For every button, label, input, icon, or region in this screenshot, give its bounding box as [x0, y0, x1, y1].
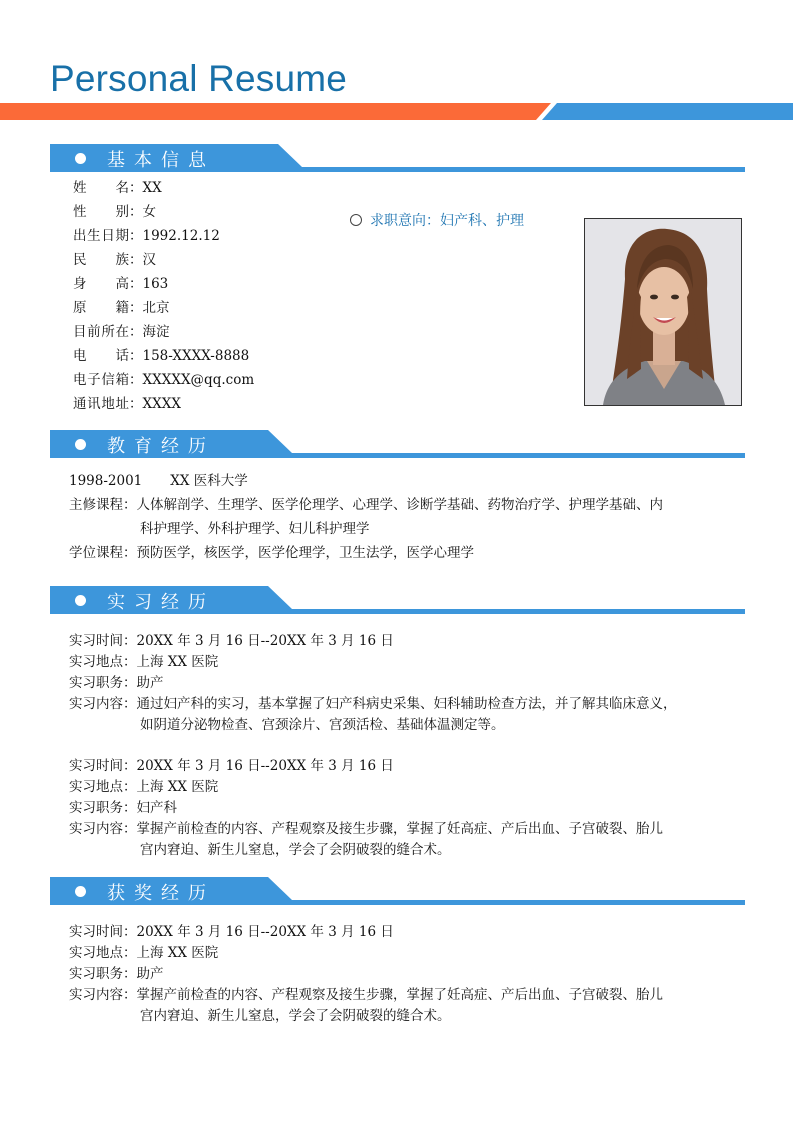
info-value: 158-XXXX-8888 — [142, 348, 250, 364]
info-value: 汉 — [142, 252, 156, 268]
info-row-name: 姓名：XX — [73, 180, 162, 196]
info-label: 民族 — [73, 252, 129, 268]
info-value: 海淀 — [142, 324, 170, 340]
education-school: XX 医科大学 — [170, 473, 248, 489]
bullet-dot-icon — [75, 595, 86, 606]
section-header-awards — [50, 877, 745, 905]
info-label: 通讯地址 — [73, 396, 129, 412]
education-period: 1998-2001 — [69, 473, 143, 489]
degree-label: 学位课程： — [69, 545, 137, 561]
info-row-phone: 电话：158-XXXX-8888 — [73, 348, 250, 364]
internship-entry — [69, 631, 677, 736]
section-header-internship — [50, 586, 745, 614]
job-objective — [350, 210, 524, 230]
award-place: 实习地点：上海 XX 医院 — [69, 945, 219, 961]
info-value: 女 — [142, 204, 156, 220]
info-value: 1992.12.12 — [142, 228, 220, 244]
internship-place: 实习地点：上海 XX 医院 — [69, 779, 219, 795]
internship-content: 实习内容：通过妇产科的实习，基本掌握了妇产科病史采集、妇科辅助检查方法，并了解其临床意义， — [69, 696, 677, 712]
courses-label: 主修课程： — [69, 497, 137, 513]
section-title: 基本信息 — [107, 150, 215, 171]
info-label: 原籍 — [73, 300, 129, 316]
info-row-gender: 性别：女 — [73, 204, 156, 220]
education-courses-row — [69, 493, 663, 517]
info-value: XXXXX@qq.com — [142, 372, 255, 388]
job-objective-text: 求职意向：妇产科、护理 — [370, 213, 524, 229]
internship-content: 实习内容：掌握产前检查的内容、产程观察及接生步骤，掌握了妊高症、产后出血、子宫破裂、胎儿 — [69, 821, 663, 837]
info-value: 163 — [142, 276, 169, 292]
courses-text: 人体解剖学、生理学、医学伦理学、心理学、诊断学基础、药物治疗学、护理学基础、内 — [136, 497, 663, 513]
info-label: 目前所在 — [73, 324, 129, 340]
internship-time: 实习时间：20XX 年 3 月 16 日--20XX 年 3 月 16 日 — [69, 633, 394, 649]
bullet-dot-icon — [75, 886, 86, 897]
award-entry — [69, 922, 663, 1027]
info-label: 身高 — [73, 276, 129, 292]
info-row-height: 身高：163 — [73, 276, 169, 292]
info-row-ethnicity: 民族：汉 — [73, 252, 156, 268]
section-title: 教育经历 — [107, 436, 215, 457]
info-label: 电话 — [73, 348, 129, 364]
info-row-origin: 原籍：北京 — [73, 300, 170, 316]
info-row-address: 通讯地址：XXXX — [73, 396, 181, 412]
info-value: XXXX — [142, 396, 181, 412]
courses-text-continued: 科护理学、外科护理学、妇儿科护理学 — [140, 521, 370, 537]
info-row-birthdate: 出生日期：1992.12.12 — [73, 228, 220, 244]
internship-role: 实习职务：助产 — [69, 675, 164, 691]
circle-bullet-icon — [350, 214, 362, 226]
degree-text: 预防医学，核医学，医学伦理学，卫生法学，医学心理学 — [136, 545, 474, 561]
info-value: 北京 — [142, 300, 170, 316]
internship-role: 实习职务：妇产科 — [69, 800, 177, 816]
header-color-bar — [0, 103, 793, 120]
info-row-email: 电子信箱：XXXXX@qq.com — [73, 372, 255, 388]
degree-courses-row — [69, 541, 663, 565]
info-label: 性别 — [73, 204, 129, 220]
section-title: 获奖经历 — [107, 883, 215, 904]
award-time: 实习时间：20XX 年 3 月 16 日--20XX 年 3 月 16 日 — [69, 924, 394, 940]
education-period-row — [69, 469, 663, 493]
bullet-dot-icon — [75, 153, 86, 164]
info-label: 姓名 — [73, 180, 129, 196]
section-header-basic-info — [50, 144, 745, 172]
portrait-photo — [584, 218, 742, 406]
bullet-dot-icon — [75, 439, 86, 450]
internship-place: 实习地点：上海 XX 医院 — [69, 654, 219, 670]
award-content-continued: 宫内窘迫、新生儿窒息，学会了会阴破裂的缝合术。 — [140, 1008, 451, 1024]
internship-content-continued: 宫内窘迫、新生儿窒息，学会了会阴破裂的缝合术。 — [140, 842, 451, 858]
internship-time: 实习时间：20XX 年 3 月 16 日--20XX 年 3 月 16 日 — [69, 758, 394, 774]
info-label: 出生日期 — [73, 228, 129, 244]
internship-entry — [69, 756, 663, 861]
info-label: 电子信箱 — [73, 372, 129, 388]
info-row-location: 目前所在：海淀 — [73, 324, 170, 340]
section-header-education — [50, 430, 745, 458]
section-title: 实习经历 — [107, 592, 215, 613]
award-role: 实习职务：助产 — [69, 966, 164, 982]
education-block — [69, 469, 663, 565]
info-value: XX — [142, 180, 162, 196]
page-title: Personal Resume — [50, 58, 348, 99]
internship-content-continued: 如阴道分泌物检查、宫颈涂片、宫颈活检、基础体温测定等。 — [140, 717, 505, 733]
award-content: 实习内容：掌握产前检查的内容、产程观察及接生步骤，掌握了妊高症、产后出血、子宫破裂、胎儿 — [69, 987, 663, 1003]
